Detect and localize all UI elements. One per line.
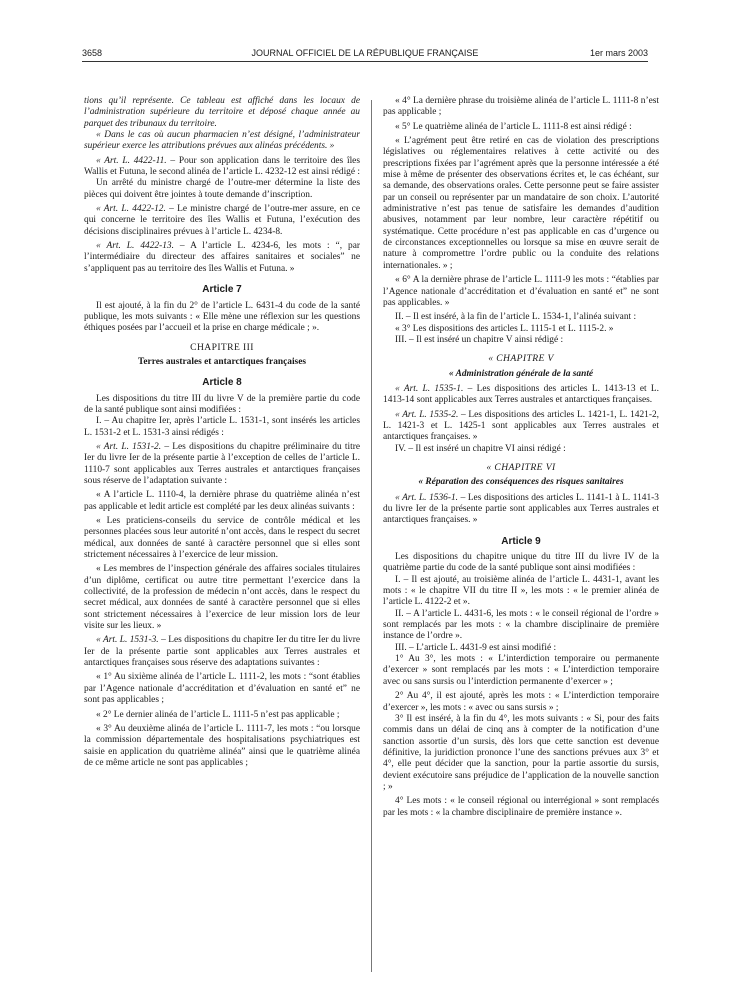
chapter-title: « Administration générale de la santé	[448, 368, 594, 379]
paragraph: 1° Au 3°, les mots : « L’interdiction temporaire ou permanente d’exercer » sont remplacés par les mots : « L’interdiction temporaire avec ou sans sursis ou l’interdiction permanente d’exercer » ;	[383, 654, 659, 687]
article-heading: Article 7	[202, 284, 242, 296]
paragraph: I. – Il est ajouté, au troisième alinéa de l’article L. 4431-1, avant les mots : « le chapitre VII du titre II », les mots : « le premier alinéa de l’article L. 4122-2 et ».	[383, 574, 659, 608]
paragraph: Il est ajouté, à la fin du 2° de l’article L. 6431-4 du code de la santé publique, les mots suivants : « Elle mène une réflexion sur les questions éthiques posées par l’accueil et la prise en charge médicale ; ».	[84, 300, 360, 334]
paragraph: « Art. L. 1535-2. – Les dispositions des articles L. 1421-1, L. 1421-2, L. 1421-3 et L. 1425-1 sont applicables aux Terres australes et antarctiques françaises. »	[383, 409, 659, 443]
chapter-heading: CHAPITRE III	[190, 341, 254, 353]
article-reference: « Art. L. 4422-13.	[96, 241, 174, 252]
paragraph: « 4° La dernière phrase du troisième alinéa de l’article L. 1111-8 n’est pas applicable ;	[383, 96, 659, 118]
paragraph: « A l’article L. 1110-4, la dernière phrase du quatrième alinéa n’est pas applicable et ledit article est complété par les deux alinéas suivants :	[84, 490, 360, 512]
left-column	[84, 96, 360, 769]
paragraph: « Art. L. 1536-1. – Les dispositions des articles L. 1141-1 à L. 1141-3 du livre Ier de la présente partie sont applicables aux Terres australes et antarctiques françaises. »	[383, 492, 659, 526]
article-reference: « Art. L. 1536-1.	[395, 492, 459, 503]
article-reference: « Art. L. 4422-11.	[96, 155, 167, 166]
paragraph: « Art. L. 4422-13. – A l’article L. 4234-6, les mots : “, par l’intermédiaire du directeur des affaires sanitaires et sociales” ne s’appliquent pas au territoire des îles Wallis et Futuna. »	[84, 241, 360, 274]
paragraph: « Art. L. 1531-2. – Les dispositions du chapitre préliminaire du titre Ier du livre Ier de la présente partie à l’exception de celles de l’article L. 1110-7 sont applicables aux Terres australes et antarctiques françaises sous réserve de l’adaptation suivante :	[84, 441, 360, 486]
paragraph: Les dispositions du chapitre unique du titre III du livre IV de la quatrième partie du code de la santé publique sont ainsi modifiées :	[383, 552, 659, 574]
page-header	[82, 48, 648, 62]
article-reference: « Art. L. 1531-3.	[96, 635, 159, 646]
paragraph: « Art. L. 4422-11. – Pour son application dans le territoire des îles Wallis et Futuna, le second alinéa de l’article L. 4232-12 est ainsi rédigé :	[84, 155, 360, 178]
chapter-heading: « CHAPITRE VI	[486, 461, 556, 473]
paragraph: Un arrêté du ministre chargé de l’outre-mer détermine la liste des pièces qui doivent être jointes à toute demande d’inscription.	[84, 178, 360, 200]
chapter-title: « Réparation des conséquences des risques sanitaires	[418, 477, 624, 488]
paragraph: IV. – Il est inséré un chapitre VI ainsi rédigé :	[395, 443, 566, 454]
paragraph: « Art. L. 1535-1. – Les dispositions des articles L. 1413-13 et L. 1413-14 sont applicables aux Terres australes et antarctiques françaises.	[383, 383, 659, 406]
paragraph: 3° Il est inséré, à la fin du 4°, les mots suivants : « Si, pour des faits commis dans un délai de cinq ans à compter de la notification d’une sanction assortie d’un sursis, dès lors que cette sanction est devenue définitive, la juridiction prononce l’une des sanctions prévues aux 3° et 4°, elle peut décider que la sanction, pour la partie assortie du sursis, devient exécutoire sans préjudice de l’application de la nouvelle sanction ; »	[383, 713, 659, 792]
paragraph: III. – L’article L. 4431-9 est ainsi modifié :	[395, 642, 557, 653]
article-heading: Article 9	[501, 535, 541, 547]
page-number: 3658	[82, 48, 103, 58]
paragraph: « Les praticiens-conseils du service de contrôle médical et les personnes placées sous leur autorité n’ont accès, dans le respect du secret médical, aux données de santé à caractère personnel que si elles sont strictement nécessaires à l’exercice de leur mission.	[84, 516, 360, 561]
article-heading: Article 8	[202, 377, 242, 389]
paragraph: « 6° A la dernière phrase de l’article L. 1111-9 les mots : “établies par l’Agence nationale d’accréditation et d’évaluation en santé et” ne sont pas applicables. »	[383, 275, 659, 308]
article-reference: « Art. L. 1535-2.	[395, 409, 459, 420]
paragraph: « Dans le cas où aucun pharmacien n’est désigné, l’administrateur supérieur exerce les attributions prévues aux alinéas précédents. »	[84, 130, 360, 152]
paragraph: « 3° Les dispositions des articles L. 1115-1 et L. 1115-2. »	[395, 323, 614, 334]
article-reference: « Art. L. 4422-12.	[96, 204, 166, 215]
paragraph: tions qu’il représente. Ce tableau est affiché dans les locaux de l’administration supérieure du territoire et déposé chaque année au parquet des tribunaux du territoire.	[84, 96, 360, 129]
paragraph: « Art. L. 1531-3. – Les dispositions du chapitre Ier du titre Ier du livre Ier de la présente partie sont applicables aux Terres australes et antarctiques françaises sous réserve des adaptations suivantes :	[84, 635, 360, 669]
paragraph: 4° Les mots : « le conseil régional ou interrégional » sont remplacés par les mots : « la chambre disciplinaire de première instance ».	[383, 796, 659, 818]
paragraph: « L’agrément peut être retiré en cas de violation des prescriptions législatives ou réglementaires relatives à cette activité ou des prescriptions fixées par l’agrément après que la personne intéressée a été mise à même de présenter des observations écrites et, le cas échéant, sur sa demande, des observations orales. Cette personne peut se faire assister par un conseil ou représenter par un mandataire de son choix. L’autorité administrative n’est pas tenue de satisfaire les demandes d’audition abusives, notamment par leur nombre, leur caractère répétitif ou systématique. Cette procédure n’est pas applicable en cas d’urgence ou de circonstances exceptionnelles ou lorsque sa mise en œuvre serait de nature à compromettre l’ordre public ou la conduite des relations internationales. » ;	[383, 136, 659, 271]
paragraph: « 3° Au deuxième alinéa de l’article L. 1111-7, les mots : “ou lorsque la commission départementale des hospitalisations psychiatriques est saisie en application du quatrième alinéa” ainsi que le quatrième alinéa de ce même article ne sont pas applicables ;	[84, 723, 360, 768]
paragraph: « 1° Au sixième alinéa de l’article L. 1111-2, les mots : “sont établies par l’Agence nationale d’accréditation et d’évaluation en santé et” ne sont pas applicables ;	[84, 672, 360, 706]
paragraph: Les dispositions du titre III du livre V de la première partie du code de la santé publique sont ainsi modifiées :	[84, 393, 360, 415]
journal-title: JOURNAL OFFICIEL DE LA RÉPUBLIQUE FRANÇAISE	[251, 48, 479, 58]
article-reference: « Art. L. 1531-2.	[96, 441, 162, 452]
article-reference: « Art. L. 1535-1.	[395, 383, 464, 394]
paragraph: I. – Au chapitre Ier, après l’article L. 1531-1, sont insérés les articles L. 1531-2 et L. 1531-3 ainsi rédigés :	[84, 416, 360, 438]
header-rule	[82, 61, 648, 62]
paragraph: « 2° Le dernier alinéa de l’article L. 1111-5 n’est pas applicable ;	[96, 709, 340, 720]
paragraph: II. – Il est inséré, à la fin de l’article L. 1534-1, l’alinéa suivant :	[395, 312, 637, 323]
chapter-heading: « CHAPITRE V	[488, 353, 554, 365]
right-column	[383, 96, 659, 819]
paragraph: « 5° Le quatrième alinéa de l’article L. 1111-8 est ainsi rédigé :	[395, 121, 632, 132]
issue-date: 1er mars 2003	[589, 48, 648, 58]
paragraph: III. – Il est inséré un chapitre V ainsi rédigé :	[395, 334, 564, 345]
paragraph: « Art. L. 4422-12. – Le ministre chargé de l’outre-mer assure, en ce qui concerne le territoire des îles Wallis et Futuna, l’exécution des décisions disciplinaires prévues à l’article L. 4234-8.	[84, 204, 360, 237]
chapter-title: Terres australes et antarctiques françaises	[137, 356, 307, 367]
paragraph: « Les membres de l’inspection générale des affaires sociales titulaires d’un diplôme, certificat ou autre titre permettant l’exercice dans la collectivité, de la profession de médecin n’ont accès, dans le respect du secret médical, aux données de santé à caractère personnel que si elles sont strictement nécessaires à l’exercice de leur mission lors de leur visite sur les lieux. »	[84, 564, 360, 632]
paragraph: II. – A l’article L. 4431-6, les mots : « le conseil régional de l’ordre » sont remplacés par les mots : « la chambre disciplinaire de première instance de l’ordre ».	[383, 608, 659, 642]
paragraph: 2° Au 4°, il est ajouté, après les mots : « L’interdiction temporaire d’exercer », les mots : « avec ou sans sursis » ;	[383, 691, 659, 713]
column-divider	[371, 100, 372, 972]
